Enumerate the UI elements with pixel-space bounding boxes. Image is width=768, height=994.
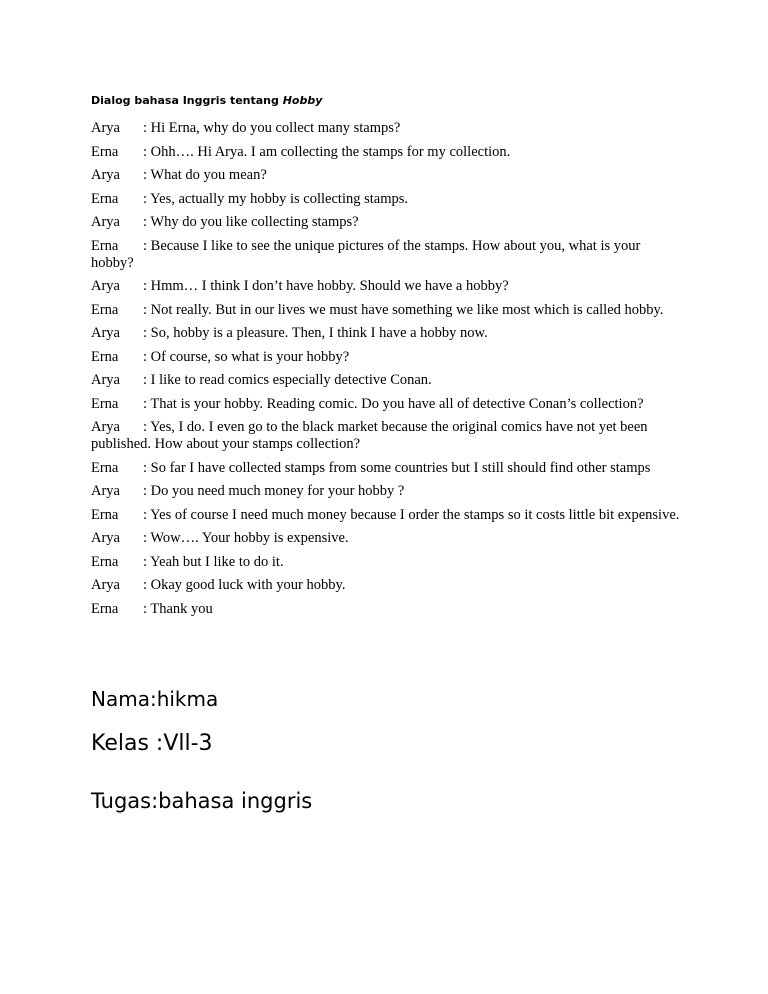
dialog-text: : Yeah but I like to do it. xyxy=(143,553,284,570)
student-class: Kelas :Vll-3 xyxy=(91,731,213,756)
speaker-name: Erna xyxy=(91,459,119,476)
dialog-text: : I like to read comics especially detective Conan. xyxy=(143,372,432,388)
heading-text: Dialog bahasa Inggris tentang xyxy=(91,94,283,107)
speaker-name: Arya xyxy=(91,419,120,435)
dialog-text: : Ohh…. Hi Arya. I am collecting the stamps for my collection. xyxy=(143,143,511,160)
speaker-name: Erna xyxy=(91,600,119,617)
dialog-text: : Why do you like collecting stamps? xyxy=(143,214,359,230)
dialog-text: : Yes, actually my hobby is collecting stamps. xyxy=(143,190,409,207)
speaker-name: Arya xyxy=(91,278,120,294)
speaker-name: Arya xyxy=(91,372,120,388)
dialog-list xyxy=(91,120,681,624)
speaker-name: Erna xyxy=(91,348,119,365)
dialog-text: : What do you mean? xyxy=(143,167,267,183)
dialog-text: : So, hobby is a pleasure. Then, I think I have a hobby now. xyxy=(143,325,488,341)
dialog-line xyxy=(91,530,681,547)
dialog-text: : So far I have collected stamps from some countries but I still should find other stamps xyxy=(143,459,651,476)
dialog-line xyxy=(91,577,681,594)
dialog-text: : Hmm… I think I don’t have hobby. Should we have a hobby? xyxy=(143,278,509,294)
heading-italic-word: Hobby xyxy=(282,94,323,107)
dialog-text: : Not really. But in our lives we must have something we like most which is called hobby. xyxy=(143,301,664,318)
dialog-line xyxy=(91,507,681,524)
dialog-line xyxy=(91,144,681,161)
student-name: Nama:hikma xyxy=(91,687,219,711)
dialog-line xyxy=(91,120,681,137)
speaker-name: Erna xyxy=(91,395,119,412)
speaker-name: Erna xyxy=(91,301,119,318)
speaker-name: Erna xyxy=(91,143,119,160)
speaker-name: Arya xyxy=(91,530,120,546)
dialog-line xyxy=(91,167,681,184)
dialog-line xyxy=(91,349,681,366)
dialog-line xyxy=(91,191,681,208)
speaker-name: Arya xyxy=(91,214,120,230)
dialog-line xyxy=(91,372,681,389)
speaker-name: Erna xyxy=(91,553,119,570)
dialog-text: : Hi Erna, why do you collect many stamps? xyxy=(143,120,401,136)
speaker-name: Arya xyxy=(91,167,120,183)
dialog-text: : Wow…. Your hobby is expensive. xyxy=(143,530,349,546)
dialog-line xyxy=(91,419,681,453)
speaker-name: Arya xyxy=(91,325,120,341)
dialog-line xyxy=(91,460,681,477)
dialog-line xyxy=(91,325,681,342)
dialog-text: : Yes of course I need much money because I order the stamps so it costs little bit expensive. xyxy=(143,506,680,523)
document-heading xyxy=(91,94,322,107)
dialog-line xyxy=(91,483,681,500)
dialog-line xyxy=(91,238,681,272)
speaker-name: Arya xyxy=(91,483,120,499)
speaker-name: Erna xyxy=(91,237,119,254)
dialog-text: : Okay good luck with your hobby. xyxy=(143,577,346,593)
dialog-line xyxy=(91,278,681,295)
speaker-name: Erna xyxy=(91,190,119,207)
dialog-text: : That is your hobby. Reading comic. Do you have all of detective Conan’s collection? xyxy=(143,395,644,412)
speaker-name: Erna xyxy=(91,506,119,523)
dialog-line xyxy=(91,601,681,618)
dialog-text: : Thank you xyxy=(143,600,213,617)
dialog-text: : Do you need much money for your hobby ? xyxy=(143,483,405,499)
dialog-line xyxy=(91,554,681,571)
dialog-line xyxy=(91,214,681,231)
dialog-text: : Of course, so what is your hobby? xyxy=(143,348,350,365)
dialog-line xyxy=(91,302,681,319)
dialog-line xyxy=(91,396,681,413)
speaker-name: Arya xyxy=(91,577,120,593)
dialog-text: : Yes, I do. I even go to the black market because the original comics have not yet been published. How about your stamps collection? xyxy=(91,419,648,452)
speaker-name: Arya xyxy=(91,120,120,136)
dialog-text: : Because I like to see the unique pictures of the stamps. How about you, what is your hobby? xyxy=(91,237,641,271)
assignment-subject: Tugas:bahasa inggris xyxy=(91,789,313,813)
